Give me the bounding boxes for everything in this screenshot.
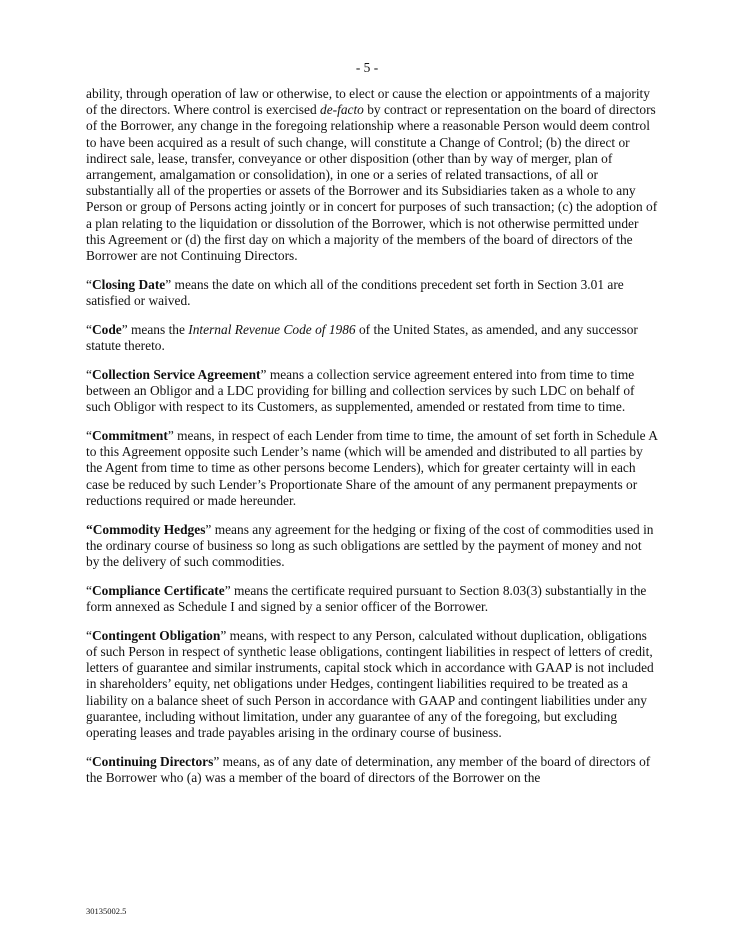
italic-text: de-facto	[320, 102, 364, 118]
defined-term: Code	[91, 321, 122, 337]
defined-term-quote: “	[86, 521, 93, 537]
definition-text: ” means the	[121, 321, 189, 337]
defined-term: Continuing Directors	[91, 753, 214, 769]
definition-text: ” means a collection service agreement entered into from time to time between an Obligor and a LDC providing for billing and collection services by such LDC on behalf of such Obligor with respect to its Customers, as supplemented, amended or restated from time to time.	[86, 366, 635, 415]
definition-code: “Code” means the Internal Revenue Code of 1986 of the United States, as amended, and any successor statute thereto.	[86, 321, 638, 354]
document-body	[86, 86, 658, 799]
defined-term: Commitment	[91, 428, 168, 444]
definition-text: ” means, as of any date of determination, any member of the board of directors of the Borrower who (a) was a member of the board of directors of the Borrower on the	[86, 753, 651, 786]
footer-document-code: 30135002.5	[86, 906, 127, 916]
definition-text: ” means, with respect to any Person, calculated without duplication, obligations of such Person in respect of synthetic lease obligations, contingent liabilities in respect of letters of credit, letters of guarantee and similar instruments, capital stock which in accordance with GAAP is not included in shareholders’ equity, net obligations under Hedges, contingent liabilities required to be treated as a liability on a balance sheet of such Person in accordance with GAAP and contingent liabilities under any guarantee, including without limitation, under any guarantee of any of the foregoing, but excluding operating leases and trade payables arising in the ordinary course of business.	[86, 627, 654, 741]
definition-commitment: “Commitment” means, in respect of each Lender from time to time, the amount of set forth in Schedule A to this Agreement opposite such Lender’s name (which will be amended and distributed to all parties by the Agent from time to time as other persons become Lenders), which for greater certainty will in each case be reduced by such Lender’s Proportionate Share of the amount of any permanent prepayments or reductions required or made hereunder.	[86, 428, 658, 508]
definition-commodity-hedges	[86, 522, 658, 571]
definition-compliance-certificate: “Compliance Certificate” means the certificate required pursuant to Section 8.03(3) substantially in the form annexed as Schedule I and signed by a senior officer of the Borrower.	[86, 582, 647, 615]
definition-text: ” means the date on which all of the conditions precedent set forth in Section 3.01 are satisfied or waived.	[86, 276, 624, 309]
paragraph-text: by contract or representation on the board of directors of the Borrower, any change in the foregoing relationship where a reasonable Person would deem control to have been acquired as a result of such change, will constitute a Change of Control; (b) the direct or indirect sale, lease, transfer, conveyance or other disposition (other than by way of merger, plan of arrangement, amalgamation or consolidation), in one or a series of related transactions, of all or substantially all of the properties or assets of the Borrower and its Subsidiaries taken as a whole to any Person or group of Persons acting jointly or in concert for purposes of such transaction; (c) the adoption of a plan relating to the liquidation or dissolution of the Borrower, which is not otherwise permitted under this Agreement or (d) the first day on which a majority of the members of the board of directors of the Borrower are not Continuing Directors.	[86, 102, 658, 264]
definition-text: ” means any agreement for the hedging or fixing of the cost of commodities used in the ordinary course of business so long as such obligations are settled by the payment of money and not by the delivery of such commodities.	[86, 521, 654, 570]
defined-term: Collection Service Agreement	[91, 366, 261, 382]
defined-term: Compliance Certificate	[91, 582, 225, 598]
definition-text: of the United States, as amended, and any successor statute thereto.	[86, 321, 638, 354]
definition-text: ” means, in respect of each Lender from time to time, the amount of set forth in Schedule A to this Agreement opposite such Lender’s name (which will be amended and distributed to all parties by the Agent from time to time as other persons become Lenders), which for greater certainty will in each case be reduced by such Lender’s Proportionate Share of the amount of any permanent prepayments or reductions required or made hereunder.	[86, 428, 658, 508]
defined-term: Commodity Hedges	[92, 521, 206, 537]
definition-closing-date: “Closing Date” means the date on which all of the conditions precedent set forth in Section 3.01 are satisfied or waived.	[86, 276, 624, 309]
definition-text: ” means the certificate required pursuant to Section 8.03(3) substantially in the form annexed as Schedule I and signed by a senior officer of the Borrower.	[86, 582, 647, 615]
italic-text: Internal Revenue Code of 1986	[188, 321, 356, 337]
definition-collection-service-agreement: “Collection Service Agreement” means a collection service agreement entered into from time to time between an Obligor and a LDC providing for billing and collection services by such LDC on behalf of such Obligor with respect to its Customers, as supplemented, amended or restated from time to time.	[86, 366, 635, 415]
defined-term: Contingent Obligation	[91, 627, 221, 643]
definition-contingent-obligation: “Contingent Obligation” means, with respect to any Person, calculated without duplication, obligations of such Person in respect of synthetic lease obligations, contingent liabilities in respect of letters of credit, letters of guarantee and similar instruments, capital stock which in accordance with GAAP is not included in shareholders’ equity, net obligations under Hedges, contingent liabilities required to be treated as a liability on a balance sheet of such Person in accordance with GAAP and contingent liabilities under any guarantee, including without limitation, under any guarantee of any of the foregoing, but excluding operating leases and trade payables arising in the ordinary course of business.	[86, 627, 654, 741]
paragraph-text: ability, through operation of law or otherwise, to elect or cause the election or appointments of a majority of the directors. Where control is exercised	[86, 86, 650, 118]
definition-continuing-directors: “Continuing Directors” means, as of any date of determination, any member of the board of directors of the Borrower who (a) was a member of the board of directors of the Borrower on the	[86, 753, 651, 786]
defined-term: Closing Date	[91, 276, 166, 292]
page-number: - 5 -	[355, 60, 379, 75]
paragraph-change-of-control-continuation	[86, 86, 658, 264]
